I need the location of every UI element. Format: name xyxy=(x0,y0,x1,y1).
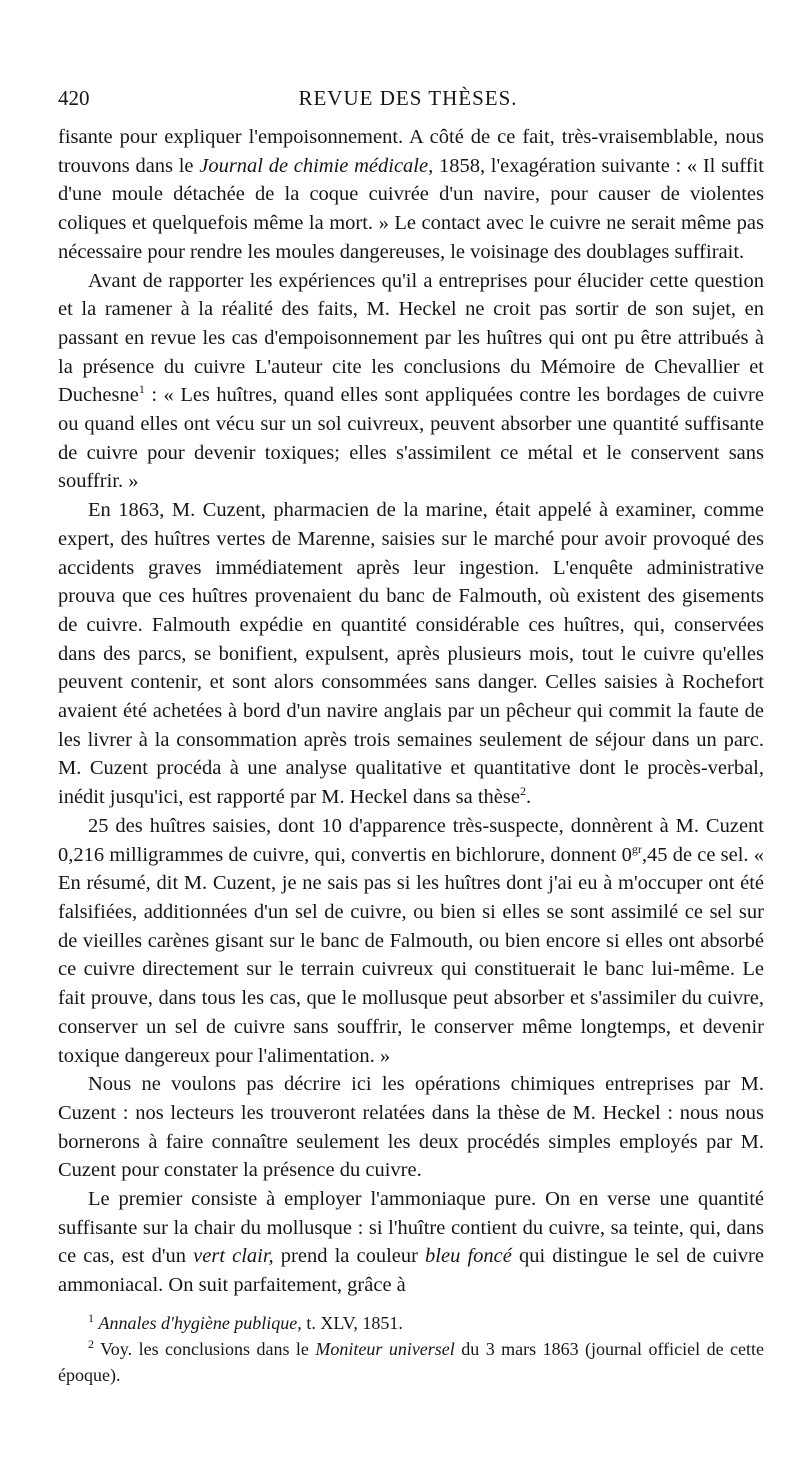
text-run: qui distingue le sel de cuivre ammoniacal. On suit parfaitement, grâce à xyxy=(58,1245,764,1297)
page-number: 420 xyxy=(58,86,90,110)
text-run: du 3 mars 1863 (journal officiel de cette époque). xyxy=(58,1339,764,1385)
paragraph xyxy=(58,1070,764,1185)
italic-text: Moniteur universel xyxy=(315,1339,455,1359)
italic-text: Annales d'hygiène publique, xyxy=(98,1313,302,1333)
text-run: 1858, l'exagération suivante : « Il suffit d'une moule détachée de la coque cuivrée d'un navire, pour causer de violentes coliques et quelquefois même la mort. » Le contact avec le cuivre ne serait même pas nécessaire pour rendre les moules dangereuses, le voisinage des doublages suffirait. xyxy=(58,154,764,263)
italic-text: Journal de chimie médicale, xyxy=(199,154,434,177)
text-run: Nous ne voulons pas décrire ici les opérations chimiques entreprises par M. Cuzent : nos lecteurs les trouveront relatées dans la thèse de M. Heckel : nous nous bornerons à faire connaître seulement les deux procédés simples employés par M. Cuzent pour constater la présence du cuivre. xyxy=(58,1073,764,1182)
footnote xyxy=(58,1336,764,1388)
text-run: 25 des huîtres saisies, dont 10 d'apparence très-suspecte, donnèrent à M. Cuzent 0,216 milligrammes de cuivre, qui, convertis en bichlorure, donnent 0 xyxy=(58,814,764,866)
italic-text: bleu foncé xyxy=(425,1245,512,1268)
footnotes xyxy=(58,1310,764,1388)
note-marker: gr xyxy=(631,841,642,856)
text-run: Voy. les conclusions dans le xyxy=(94,1339,316,1359)
body-text xyxy=(58,123,764,1300)
note-marker: 1 xyxy=(138,382,145,397)
text-run: En 1863, M. Cuzent, pharmacien de la marine, était appelé à examiner, comme expert, des huîtres vertes de Marenne, saisies sur le marché pour avoir provoqué des accidents graves immédiatement après leur ingestion. L'enquête administrative prouva que ces huîtres provenaient du banc de Falmouth, où existent des gisements de cuivre. Falmouth expédie en quantité considérable ces huîtres, qui, conservées dans des parcs, se bonifient, expulsent, après plusieurs mois, tout le cuivre qu'elles peuvent contenir, et sont alors consommées sans danger. Celles saisies à Rochefort avaient été achetées à bord d'un navire anglais par un pêcheur qui commit la faute de les livrer à la consommation après trois semaines seulement de séjour dans un parc. M. Cuzent procéda à une analyse qualitative et quantitative dont le procès-verbal, inédit jusqu'ici, est rapporté par M. Heckel dans sa thèse xyxy=(58,499,764,809)
paragraph xyxy=(58,267,764,497)
note-marker: 2 xyxy=(519,784,526,799)
paragraph xyxy=(58,496,764,812)
text-run: . xyxy=(525,786,532,809)
text-run: prend la couleur xyxy=(273,1245,426,1268)
note-marker: 1 xyxy=(88,1311,94,1325)
text-run: fisante pour expliquer l'empoisonnement. A côté de ce fait, très-vraisemblable, nous trouvons dans le xyxy=(58,126,764,177)
text-run: : « Les huîtres, quand elles sont appliquées contre les bordages de cuivre ou quand elles ont vécu sur un sol cuivreux, peuvent absorber une quantité suffisante de cuivre pour devenir toxiques; elles s'assimilent ce métal et le conservent sans souffrir. » xyxy=(58,384,764,493)
footnote xyxy=(58,1310,764,1336)
paragraph xyxy=(58,1185,764,1300)
text-run: Le premier consiste à employer l'ammoniaque pure. On en verse une quantité suffisante sur la chair du mollusque : si l'huître contient du cuivre, sa teinte, qui, dans ce cas, est d'un xyxy=(58,1188,764,1268)
text-run: ,45 de ce sel. « En résumé, dit M. Cuzent, je ne sais pas si les huîtres dont j'ai eu à m'occuper ont été falsifiées, additionnées d'un sel de cuivre, ou bien si elles se sont assimilé ce sel sur de vieilles carènes gisant sur le banc de Falmouth, ou bien encore si elles ont absorbé ce cuivre directement sur le terrain cuivreux qui constituerait le banc lui-même. Le fait prouve, dans tous les cas, que le mollusque peut absorber et s'assimiler du cuivre, conserver un sel de cuivre sans souffrir, le conserver même longtemps, et devenir toxique dangereux pour l'alimentation. » xyxy=(58,843,764,1067)
running-header xyxy=(58,86,758,116)
italic-text: vert clair, xyxy=(193,1245,274,1268)
note-marker: 2 xyxy=(88,1337,94,1351)
text-run: Avant de rapporter les expériences qu'il a entreprises pour élucider cette question et la ramener à la réalité des faits, M. Heckel ne croit pas sortir de son sujet, en passant en revue les cas d'empoisonnement par les huîtres qui ont pu être attribués à la présence du cuivre L'auteur cite les conclusions du Mémoire de Chevallier et Duchesne xyxy=(58,269,764,407)
running-title: REVUE DES THÈSES. xyxy=(298,86,518,110)
paragraph xyxy=(58,123,764,267)
paragraph xyxy=(58,812,764,1070)
text-run: t. XLV, 1851. xyxy=(301,1313,403,1333)
